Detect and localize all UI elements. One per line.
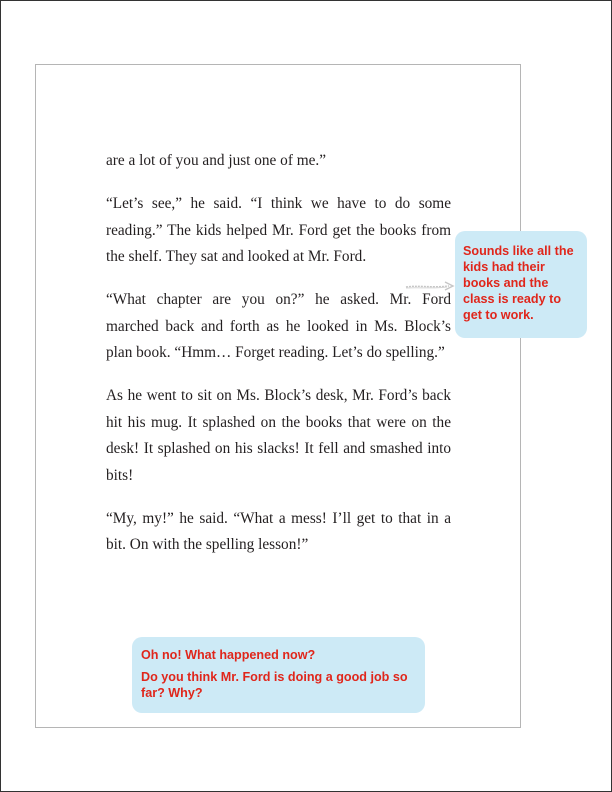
story-paragraph-3: “What chapter are you on?” he asked. Mr. Ford marched back and forth as he looked in Ms. Block’s plan book. “Hmm… Forget reading. Let’s do spelling.” [106,291,451,361]
pointer-arrow-icon [405,280,455,292]
story-paragraph-4: As he went to sit on Ms. Block’s desk, Mr. Ford’s back hit his mug. It splashed on the books that were on the desk! It splashed on his slacks! It fell and smashed into bits! [106,387,451,484]
side-annotation-note [455,231,587,338]
question-good-job: Do you think Mr. Ford is doing a good job so far? Why? [141,670,408,700]
question-callout [132,637,425,713]
story-paragraph-2: “Let’s see,” he said. “I think we have to do some reading.” The kids helped Mr. Ford get the books from the shelf. They sat and looked at Mr. Ford. [106,195,451,265]
story-text [106,148,451,575]
question-what-happened: Oh no! What happened now? [141,648,316,662]
story-paragraph-1: are a lot of you and just one of me.” [106,152,327,169]
side-annotation-text: Sounds like all the kids had their books and the class is ready to get to work. [463,244,574,322]
story-paragraph-5: “My, my!” he said. “What a mess! I’ll get to that in a bit. On with the spelling lesson!” [106,509,451,553]
